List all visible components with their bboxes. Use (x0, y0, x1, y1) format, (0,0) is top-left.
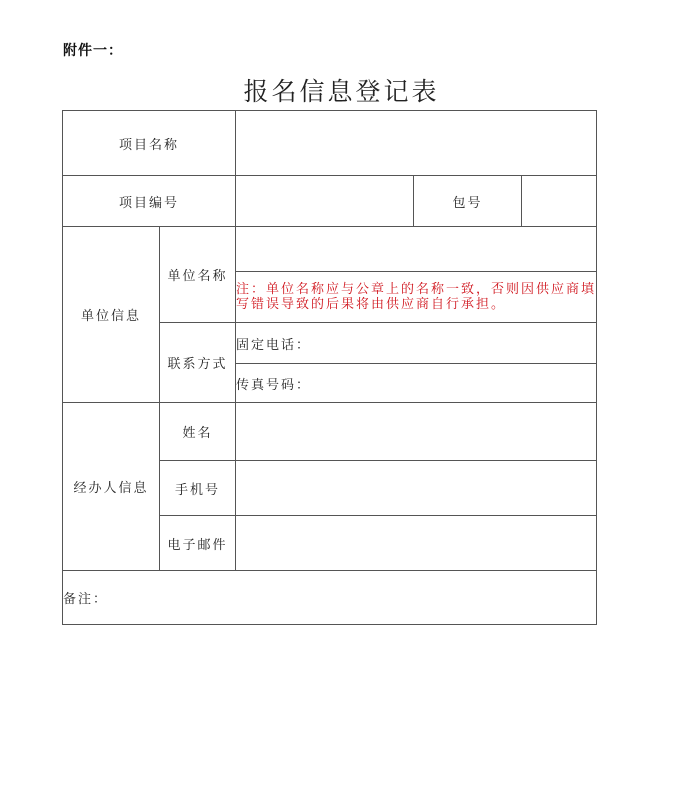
contact-method-label: 联系方式 (160, 323, 236, 403)
handler-info-label: 经办人信息 (63, 403, 160, 571)
fax-field[interactable] (236, 364, 597, 403)
remarks-field[interactable] (63, 571, 597, 625)
fax-label: 传真号码： (236, 377, 312, 393)
fixed-phone-label: 固定电话： (236, 337, 312, 353)
remarks-label: 备注： (63, 592, 109, 607)
fixed-phone-field[interactable] (236, 323, 597, 364)
project-code-field[interactable] (236, 176, 414, 227)
email-label: 电子邮件 (160, 516, 236, 571)
package-field[interactable] (522, 176, 597, 227)
form-title: 报名信息登记表 (243, 77, 440, 106)
unit-name-field[interactable] (236, 227, 597, 272)
mobile-label: 手机号 (160, 461, 236, 516)
name-label: 姓名 (160, 403, 236, 461)
name-field[interactable] (236, 403, 597, 461)
package-label: 包号 (414, 176, 522, 227)
project-name-field[interactable] (236, 111, 597, 176)
project-code-label: 项目编号 (63, 176, 236, 227)
unit-name-note: 注：单位名称应与公章上的名称一致，否则因供应商填写错误导致的后果将由供应商自行承担。 (236, 272, 597, 323)
unit-name-label: 单位名称 (160, 227, 236, 323)
project-name-label: 项目名称 (63, 111, 236, 176)
unit-info-label: 单位信息 (63, 227, 160, 403)
registration-form-table (62, 110, 597, 625)
email-field[interactable] (236, 516, 597, 571)
attachment-label: 附件一： (63, 43, 123, 59)
mobile-field[interactable] (236, 461, 597, 516)
